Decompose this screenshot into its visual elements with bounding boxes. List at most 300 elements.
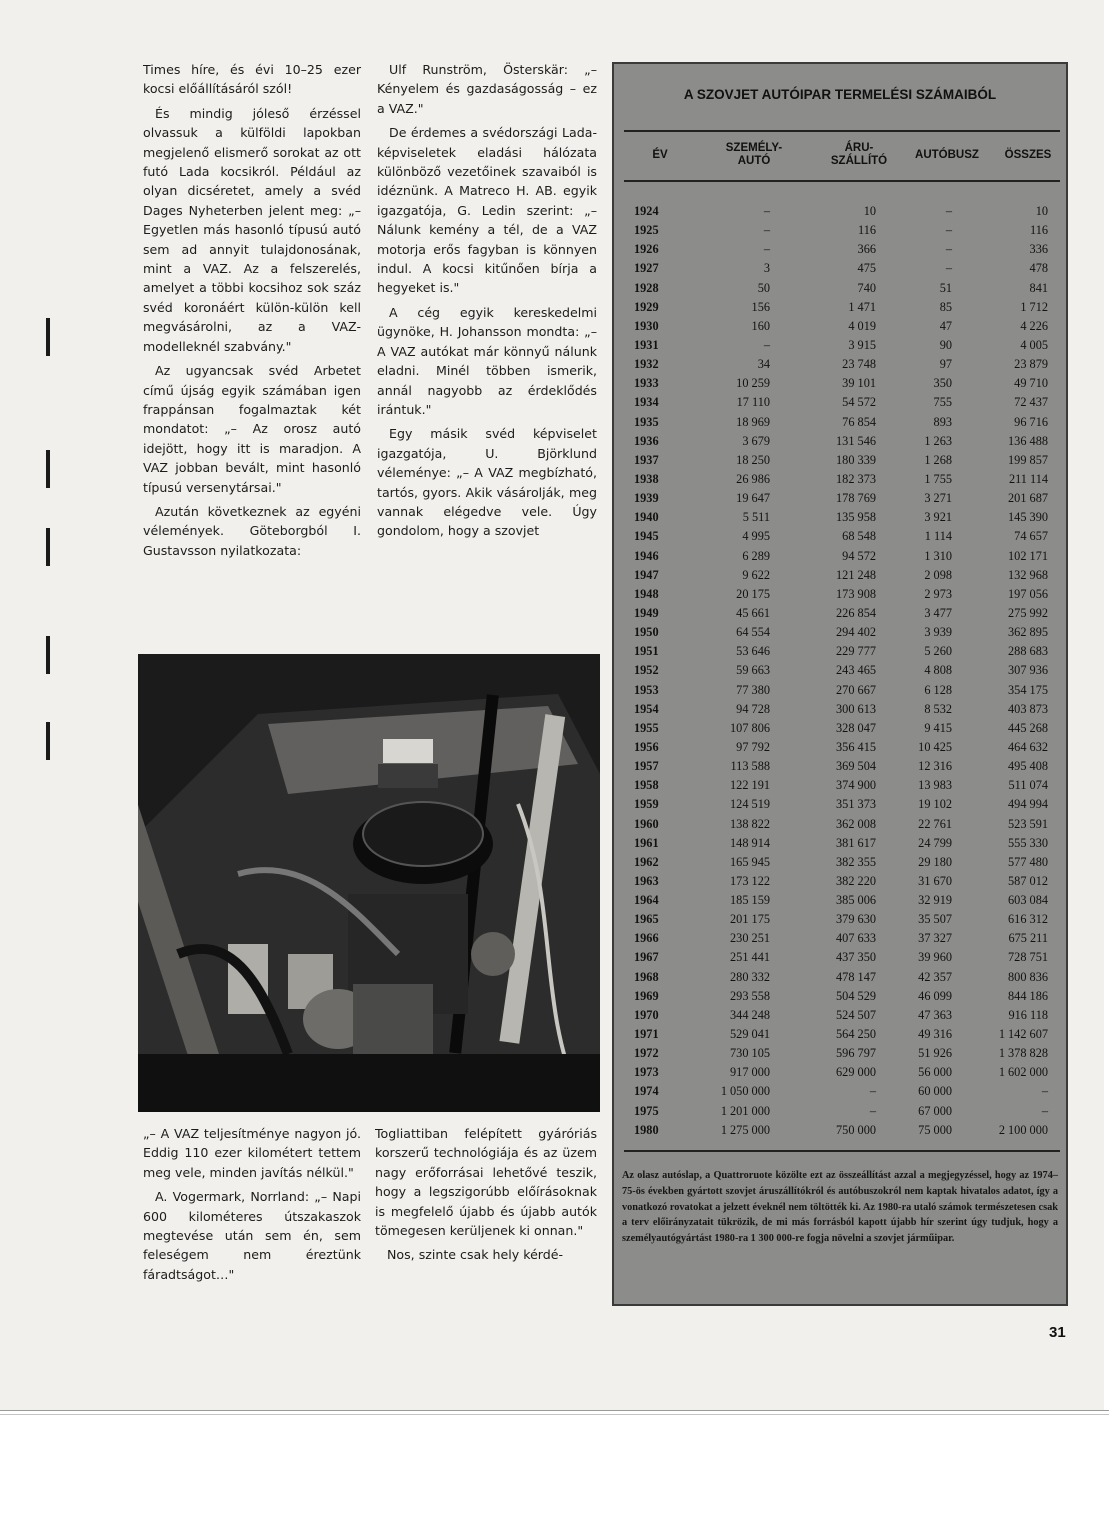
table-row xyxy=(614,910,1066,929)
cell-autobusz: 51 926 xyxy=(918,1046,952,1061)
cell-osszes: 354 175 xyxy=(1008,682,1048,697)
cell-szemelyauto: 5 511 xyxy=(742,510,770,525)
cell-ev: 1955 xyxy=(634,720,659,735)
paragraph: Azután következnek az egyéni vélemények. Göteborgból I. Gustavsson nyilatkozata: xyxy=(143,503,361,558)
cell-osszes: 844 186 xyxy=(1008,988,1048,1003)
cell-autobusz: 3 939 xyxy=(924,625,952,640)
table-row xyxy=(614,661,1066,680)
cell-ev: 1971 xyxy=(634,1027,659,1042)
table-row xyxy=(614,623,1066,642)
table-row xyxy=(614,853,1066,872)
paragraph: Ulf Runström, Österskär: „– Kényelem és gazdaságosság – ez a VAZ." xyxy=(377,62,597,116)
cell-ev: 1950 xyxy=(634,625,659,640)
cell-osszes: 616 312 xyxy=(1008,912,1048,927)
table-title: A SZOVJET AUTÓIPAR TERMELÉSI SZÁMAIBÓL xyxy=(683,87,997,102)
cell-osszes: 841 xyxy=(1029,280,1048,295)
cell-autobusz: 42 357 xyxy=(918,969,952,984)
cell-aruszallito: 740 xyxy=(857,280,876,295)
cell-osszes: 403 873 xyxy=(1008,701,1048,716)
cell-aruszallito: 4 019 xyxy=(848,318,876,333)
cell-autobusz: 755 xyxy=(933,395,952,410)
cell-osszes: 49 710 xyxy=(1014,376,1048,391)
cell-autobusz: 24 799 xyxy=(918,835,952,850)
cell-szemelyauto: 148 914 xyxy=(730,835,770,850)
cell-ev: 1957 xyxy=(634,759,659,774)
cell-osszes: 102 171 xyxy=(1008,548,1048,563)
cell-autobusz: 2 973 xyxy=(924,586,952,601)
margin-mark xyxy=(46,528,50,566)
cell-ev: 1928 xyxy=(634,280,659,295)
cell-aruszallito: 135 958 xyxy=(836,510,876,525)
cell-ev: 1962 xyxy=(634,854,659,869)
cell-osszes: 145 390 xyxy=(1008,510,1048,525)
table-row xyxy=(614,202,1066,221)
table-row xyxy=(614,795,1066,814)
table-row xyxy=(614,508,1066,527)
cell-szemelyauto: 34 xyxy=(757,357,770,372)
cell-ev: 1972 xyxy=(634,1046,659,1061)
cell-autobusz: 3 477 xyxy=(924,605,952,620)
cell-aruszallito: 131 546 xyxy=(836,433,876,448)
cell-szemelyauto: 17 110 xyxy=(736,395,770,410)
cell-autobusz: 90 xyxy=(939,337,952,352)
table-row xyxy=(614,1006,1066,1025)
table-row xyxy=(614,719,1066,738)
cell-szemelyauto: 156 xyxy=(751,299,770,314)
cell-autobusz: 3 921 xyxy=(924,510,952,525)
cell-autobusz: 35 507 xyxy=(918,912,952,927)
cell-autobusz: 3 271 xyxy=(924,491,952,506)
cell-autobusz: 893 xyxy=(933,414,952,429)
cell-osszes: 1 378 828 xyxy=(998,1046,1048,1061)
cell-autobusz: 60 000 xyxy=(918,1084,952,1099)
table-row xyxy=(614,279,1066,298)
cell-ev: 1958 xyxy=(634,778,659,793)
cell-osszes: 555 330 xyxy=(1008,835,1048,850)
header-line: AUTÓ xyxy=(737,155,771,167)
cell-osszes: 603 084 xyxy=(1008,893,1048,908)
cell-autobusz: 1 755 xyxy=(924,471,952,486)
cell-aruszallito: 478 147 xyxy=(836,969,876,984)
cell-ev: 1934 xyxy=(634,395,659,410)
cell-ev: 1961 xyxy=(634,835,659,850)
header-line: ÁRU- xyxy=(844,142,874,154)
cell-szemelyauto: 251 441 xyxy=(730,950,770,965)
table-row xyxy=(614,489,1066,508)
paragraph: Az ugyancsak svéd Arbetet című újság egyik számában igen frappánsan fogalmaztak két mondatot: „– Az orosz autó idejött, hogy itt is maradjon. A VAZ jobban bevált, mint hasonló típusú versenytársai." xyxy=(143,363,361,495)
cell-szemelyauto: 10 259 xyxy=(736,376,770,391)
cell-osszes: 495 408 xyxy=(1008,759,1048,774)
cell-aruszallito: 385 006 xyxy=(836,893,876,908)
cell-ev: 1967 xyxy=(634,950,659,965)
cell-osszes: 1 602 000 xyxy=(998,1065,1048,1080)
cell-szemelyauto: 18 969 xyxy=(736,414,770,429)
cell-autobusz: 67 000 xyxy=(918,1103,952,1118)
cell-szemelyauto: 138 822 xyxy=(730,816,770,831)
cell-osszes: 728 751 xyxy=(1008,950,1048,965)
table-row xyxy=(614,585,1066,604)
cell-ev: 1954 xyxy=(634,701,659,716)
table-row xyxy=(614,317,1066,336)
cell-ev: 1975 xyxy=(634,1103,659,1118)
cell-szemelyauto: 113 588 xyxy=(730,759,770,774)
table-row xyxy=(614,776,1066,795)
engine-compartment-image xyxy=(138,654,600,1112)
cell-ev: 1932 xyxy=(634,357,659,372)
header-szemelyauto xyxy=(708,142,800,168)
cell-ev: 1939 xyxy=(634,491,659,506)
cell-szemelyauto: 1 275 000 xyxy=(720,1122,770,1137)
cell-osszes: 494 994 xyxy=(1008,797,1048,812)
paragraph: A. Vogermark, Norrland: „– Napi 600 kilométeres útszakaszok megtevése után sem én, sem feleségem nem éreztünk fáradtságot…" xyxy=(143,1189,361,1282)
cell-ev: 1945 xyxy=(634,529,659,544)
cell-szemelyauto: 160 xyxy=(751,318,770,333)
cell-autobusz: 47 xyxy=(939,318,952,333)
cell-szemelyauto: 344 248 xyxy=(730,1007,770,1022)
cell-aruszallito: 356 415 xyxy=(836,739,876,754)
cell-osszes: 96 716 xyxy=(1014,414,1048,429)
cell-aruszallito: 226 854 xyxy=(836,605,876,620)
cell-osszes: 1 712 xyxy=(1020,299,1048,314)
header-aruszallito xyxy=(814,142,904,168)
cell-szemelyauto: 64 554 xyxy=(736,625,770,640)
cell-ev: 1937 xyxy=(634,452,659,467)
cell-autobusz: 8 532 xyxy=(924,701,952,716)
cell-szemelyauto: 201 175 xyxy=(730,912,770,927)
cell-autobusz: 22 761 xyxy=(918,816,952,831)
article-column-1 xyxy=(143,60,361,565)
cell-szemelyauto: 3 xyxy=(763,261,770,276)
cell-osszes: 201 687 xyxy=(1008,491,1048,506)
table-row xyxy=(614,604,1066,623)
cell-osszes: 10 xyxy=(1035,204,1048,218)
cell-aruszallito: 596 797 xyxy=(836,1046,876,1061)
table-row xyxy=(614,700,1066,719)
header-line: SZÁLLÍTÓ xyxy=(830,155,888,167)
cell-szemelyauto: 59 663 xyxy=(736,663,770,678)
cell-autobusz: 46 099 xyxy=(918,988,952,1003)
page-edge xyxy=(0,1410,1109,1411)
cell-aruszallito: 524 507 xyxy=(836,1007,876,1022)
cell-ev: 1959 xyxy=(634,797,659,812)
cell-ev: 1951 xyxy=(634,644,659,659)
table-row xyxy=(614,642,1066,661)
cell-szemelyauto: 26 986 xyxy=(736,471,770,486)
cell-osszes: 74 657 xyxy=(1014,529,1048,544)
table-body xyxy=(614,202,1066,1140)
cell-szemelyauto: – xyxy=(763,204,770,218)
cell-szemelyauto: 20 175 xyxy=(736,586,770,601)
divider xyxy=(624,1150,1060,1152)
margin-mark xyxy=(46,450,50,488)
cell-osszes: 4 226 xyxy=(1020,318,1048,333)
cell-osszes: 511 074 xyxy=(1008,778,1048,793)
cell-autobusz: 32 919 xyxy=(918,893,952,908)
cell-ev: 1964 xyxy=(634,893,659,908)
cell-osszes: – xyxy=(1041,1084,1048,1099)
cell-osszes: 307 936 xyxy=(1008,663,1048,678)
cell-autobusz: 29 180 xyxy=(918,854,952,869)
margin-mark xyxy=(46,318,50,356)
cell-aruszallito: 182 373 xyxy=(836,471,876,486)
cell-aruszallito: – xyxy=(869,1084,876,1099)
cell-ev: 1927 xyxy=(634,261,659,276)
cell-autobusz: 6 128 xyxy=(924,682,952,697)
cell-aruszallito: 294 402 xyxy=(836,625,876,640)
cell-autobusz: 1 310 xyxy=(924,548,952,563)
cell-ev: 1940 xyxy=(634,510,659,525)
paragraph: Egy másik svéd képviselet igazgatója, U. Björklund véleménye: „– A VAZ megbízható, tartós, gyors. Akik vásárolják, meg vannak elégedve vele. Úgy gondolom, hogy a szovjet xyxy=(377,426,597,539)
table-row xyxy=(614,355,1066,374)
cell-autobusz: 37 327 xyxy=(918,931,952,946)
cell-aruszallito: 382 355 xyxy=(836,854,876,869)
divider xyxy=(624,130,1060,132)
cell-szemelyauto: 45 661 xyxy=(736,605,770,620)
cell-aruszallito: 369 504 xyxy=(836,759,876,774)
cell-aruszallito: 382 220 xyxy=(836,873,876,888)
cell-szemelyauto: 165 945 xyxy=(730,854,770,869)
cell-szemelyauto: – xyxy=(763,223,770,238)
cell-aruszallito: 94 572 xyxy=(842,548,876,563)
production-table-box xyxy=(612,62,1068,1306)
cell-aruszallito: 3 915 xyxy=(848,337,876,352)
table-row xyxy=(614,298,1066,317)
cell-szemelyauto: 124 519 xyxy=(730,797,770,812)
cell-aruszallito: 68 548 xyxy=(842,529,876,544)
paragraph: A cég egyik kereskedelmi ügynöke, H. Johansson mondta: „– A VAZ autókat már könnyű nálunk eladni. Minél többen ismerik, annál nagyobb az érdeklődés irántuk." xyxy=(377,304,597,417)
cell-aruszallito: – xyxy=(869,1103,876,1118)
cell-ev: 1925 xyxy=(634,223,659,238)
engine-photo xyxy=(138,654,600,1112)
header-ev: ÉV xyxy=(652,149,668,161)
article-column-2-bottom xyxy=(375,1124,597,1270)
cell-osszes: 136 488 xyxy=(1008,433,1048,448)
cell-autobusz: 51 xyxy=(939,280,952,295)
cell-szemelyauto: – xyxy=(763,242,770,257)
cell-aruszallito: 351 373 xyxy=(836,797,876,812)
page-number: 31 xyxy=(1049,1324,1066,1341)
paragraph: „– A VAZ teljesítménye nagyon jó. Eddig 110 ezer kilométert tettem meg vele, minden javítás nélkül." xyxy=(143,1126,361,1180)
cell-ev: 1968 xyxy=(634,969,659,984)
table-row xyxy=(614,1063,1066,1082)
cell-ev: 1946 xyxy=(634,548,659,563)
table-row xyxy=(614,968,1066,987)
cell-autobusz: 47 363 xyxy=(918,1007,952,1022)
cell-aruszallito: 10 xyxy=(863,204,876,218)
cell-osszes: 464 632 xyxy=(1008,739,1048,754)
cell-szemelyauto: 122 191 xyxy=(730,778,770,793)
cell-ev: 1926 xyxy=(634,242,659,257)
cell-ev: 1933 xyxy=(634,376,659,391)
cell-ev: 1924 xyxy=(634,204,659,218)
cell-autobusz: – xyxy=(945,204,952,218)
cell-osszes: 275 992 xyxy=(1008,605,1048,620)
paragraph: Times híre, és évi 10–25 ezer kocsi előállításáról szól! xyxy=(143,62,361,97)
table-row xyxy=(614,451,1066,470)
divider xyxy=(624,180,1060,182)
table-row xyxy=(614,872,1066,891)
cell-szemelyauto: 280 332 xyxy=(730,969,770,984)
cell-ev: 1949 xyxy=(634,605,659,620)
cell-ev: 1980 xyxy=(634,1122,659,1137)
table-row xyxy=(614,240,1066,259)
cell-autobusz: 13 983 xyxy=(918,778,952,793)
cell-szemelyauto: 1 050 000 xyxy=(720,1084,770,1099)
cell-osszes: 72 437 xyxy=(1014,395,1048,410)
article-column-2 xyxy=(377,60,597,546)
table-row xyxy=(614,757,1066,776)
cell-ev: 1952 xyxy=(634,663,659,678)
cell-autobusz: 1 114 xyxy=(924,529,952,544)
cell-aruszallito: 564 250 xyxy=(836,1027,876,1042)
cell-osszes: 577 480 xyxy=(1008,854,1048,869)
table-row xyxy=(614,432,1066,451)
cell-aruszallito: 328 047 xyxy=(836,720,876,735)
cell-aruszallito: 504 529 xyxy=(836,988,876,1003)
table-row xyxy=(614,1102,1066,1121)
cell-szemelyauto: 917 000 xyxy=(730,1065,770,1080)
cell-szemelyauto: 50 xyxy=(757,280,770,295)
cell-autobusz: – xyxy=(945,261,952,276)
cell-aruszallito: 39 101 xyxy=(842,376,876,391)
cell-ev: 1930 xyxy=(634,318,659,333)
cell-szemelyauto: – xyxy=(763,337,770,352)
table-row xyxy=(614,413,1066,432)
cell-osszes: 4 005 xyxy=(1020,337,1048,352)
paragraph: Togliattiban felépített gyáróriás korszerű technológiája és az üzem nagy erőforrásai lehetővé teszik, hogy a legszigorúbb előírásoknak is megfelelő újabb és újabb autók tömegesen kerüljenek ki onnan." xyxy=(375,1126,597,1239)
cell-osszes: 336 xyxy=(1029,242,1048,257)
table-row xyxy=(614,547,1066,566)
cell-ev: 1948 xyxy=(634,586,659,601)
cell-ev: 1970 xyxy=(634,1007,659,1022)
cell-ev: 1956 xyxy=(634,739,659,754)
cell-szemelyauto: 730 105 xyxy=(730,1046,770,1061)
cell-ev: 1965 xyxy=(634,912,659,927)
cell-osszes: 2 100 000 xyxy=(998,1122,1048,1137)
cell-autobusz: 10 425 xyxy=(918,739,952,754)
cell-aruszallito: 381 617 xyxy=(836,835,876,850)
page-edge xyxy=(0,1414,1109,1415)
cell-osszes: 800 836 xyxy=(1008,969,1048,984)
cell-aruszallito: 629 000 xyxy=(836,1065,876,1080)
cell-szemelyauto: 173 122 xyxy=(730,873,770,888)
cell-szemelyauto: 94 728 xyxy=(736,701,770,716)
cell-autobusz: – xyxy=(945,223,952,238)
cell-szemelyauto: 9 622 xyxy=(742,567,770,582)
cell-aruszallito: 116 xyxy=(858,223,876,238)
cell-osszes: 675 211 xyxy=(1008,931,1048,946)
cell-autobusz: 1 263 xyxy=(924,433,952,448)
cell-aruszallito: 54 572 xyxy=(842,395,876,410)
header-line: SZEMÉLY- xyxy=(725,142,783,154)
cell-osszes: 197 056 xyxy=(1008,586,1048,601)
cell-szemelyauto: 4 995 xyxy=(742,529,770,544)
cell-autobusz: – xyxy=(945,242,952,257)
cell-ev: 1935 xyxy=(634,414,659,429)
table-footnote: Az olasz autóslap, a Quattroruote közölte ezt az összeállítást azzal a megjegyzéssel, hogy az 1974–75-ös években gyártott szovjet áruszállítókról és autóbuszokról nem kaptak hivatalos adatot, így a vonatkozó rovatokat a jelzett éveknél nem töltötték ki. Az 1980-ra utaló számok természetesen csak a terv előirányzatait tükrözik, de mi más forrásból kapott újabb hír szerint úgy tudjuk, hogy a személyautógyártást 1980-ra 1 300 000-re fogja növelni a szovjet járműipar. xyxy=(622,1170,1058,1245)
cell-osszes: 1 142 607 xyxy=(998,1027,1048,1042)
table-row xyxy=(614,393,1066,412)
cell-osszes: 362 895 xyxy=(1008,625,1048,640)
cell-osszes: 587 012 xyxy=(1008,873,1048,888)
cell-osszes: 199 857 xyxy=(1008,452,1048,467)
table-row xyxy=(614,566,1066,585)
table-row xyxy=(614,1121,1066,1140)
cell-szemelyauto: 19 647 xyxy=(736,491,770,506)
cell-aruszallito: 270 667 xyxy=(836,682,876,697)
cell-aruszallito: 379 630 xyxy=(836,912,876,927)
table-row xyxy=(614,527,1066,546)
cell-szemelyauto: 77 380 xyxy=(736,682,770,697)
cell-szemelyauto: 185 159 xyxy=(730,893,770,908)
cell-szemelyauto: 230 251 xyxy=(730,931,770,946)
cell-osszes: 478 xyxy=(1029,261,1048,276)
table-row xyxy=(614,221,1066,240)
table-row xyxy=(614,1025,1066,1044)
cell-ev: 1931 xyxy=(634,337,659,352)
article-column-1-bottom xyxy=(143,1124,361,1289)
cell-autobusz: 12 316 xyxy=(918,759,952,774)
cell-autobusz: 4 808 xyxy=(924,663,952,678)
table-row xyxy=(614,815,1066,834)
cell-autobusz: 9 415 xyxy=(924,720,952,735)
cell-ev: 1929 xyxy=(634,299,659,314)
cell-ev: 1960 xyxy=(634,816,659,831)
cell-ev: 1963 xyxy=(634,873,659,888)
cell-aruszallito: 437 350 xyxy=(836,950,876,965)
cell-ev: 1969 xyxy=(634,988,659,1003)
cell-szemelyauto: 18 250 xyxy=(736,452,770,467)
cell-autobusz: 75 000 xyxy=(918,1122,952,1137)
cell-aruszallito: 173 908 xyxy=(836,586,876,601)
cell-osszes: 523 591 xyxy=(1008,816,1048,831)
cell-ev: 1953 xyxy=(634,682,659,697)
cell-szemelyauto: 293 558 xyxy=(730,988,770,1003)
cell-aruszallito: 23 748 xyxy=(842,357,876,372)
table-row xyxy=(614,1044,1066,1063)
cell-autobusz: 350 xyxy=(933,376,952,391)
cell-osszes: 211 114 xyxy=(1008,471,1048,486)
cell-szemelyauto: 529 041 xyxy=(730,1027,770,1042)
table-row xyxy=(614,987,1066,1006)
cell-szemelyauto: 97 792 xyxy=(736,739,770,754)
table-row xyxy=(614,891,1066,910)
header-autobusz: AUTÓBUSZ xyxy=(915,149,979,161)
cell-ev: 1936 xyxy=(634,433,659,448)
cell-aruszallito: 229 777 xyxy=(836,644,876,659)
cell-osszes: – xyxy=(1041,1103,1048,1118)
cell-aruszallito: 366 xyxy=(857,242,876,257)
cell-aruszallito: 374 900 xyxy=(836,778,876,793)
table-row xyxy=(614,738,1066,757)
cell-osszes: 116 xyxy=(1030,223,1048,238)
cell-autobusz: 39 960 xyxy=(918,950,952,965)
cell-ev: 1974 xyxy=(634,1084,659,1099)
cell-aruszallito: 121 248 xyxy=(836,567,876,582)
cell-autobusz: 49 316 xyxy=(918,1027,952,1042)
cell-ev: 1966 xyxy=(634,931,659,946)
cell-autobusz: 85 xyxy=(939,299,952,314)
table-row xyxy=(614,929,1066,948)
cell-szemelyauto: 53 646 xyxy=(736,644,770,659)
cell-aruszallito: 300 613 xyxy=(836,701,876,716)
table-row xyxy=(614,374,1066,393)
cell-ev: 1947 xyxy=(634,567,659,582)
table-row xyxy=(614,470,1066,489)
paragraph: De érdemes a svédországi Lada-képviseletek eladási hálózata különböző vezetőinek szavaiból is idéznünk. A Matreco H. AB. egyik igazgatója, G. Ledin szerint: „– Nálunk kemény a tél, de a VAZ motorja erős fagyban is könnyen indul. A kocsi kitűnően bírja a hegyeket is." xyxy=(377,125,597,296)
cell-aruszallito: 362 008 xyxy=(836,816,876,831)
cell-autobusz: 56 000 xyxy=(918,1065,952,1080)
